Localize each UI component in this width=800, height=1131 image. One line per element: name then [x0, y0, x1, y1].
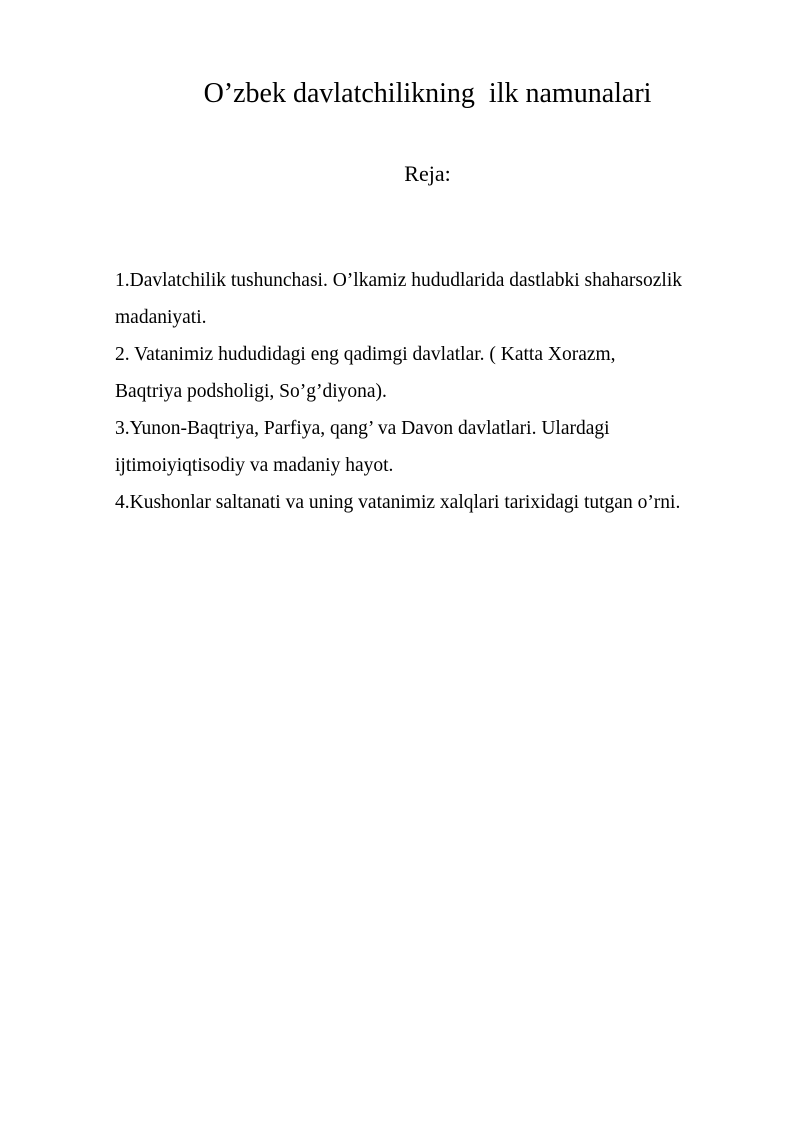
plan-list	[115, 262, 755, 521]
plan-line: 3.Yunon-Baqtriya, Parfiya, qang’ va Davon davlatlari. Ulardagi	[115, 418, 610, 439]
plan-line: madaniyati.	[115, 307, 207, 328]
plan-heading: Reja:	[404, 161, 451, 186]
plan-line: Baqtriya podsholigi, So’g’diyona).	[115, 381, 387, 402]
plan-line: 1.Davlatchilik tushunchasi. O’lkamiz hududlarida dastlabki shaharsozlik	[115, 270, 682, 291]
plan-line: 4.Kushonlar saltanati va uning vatanimiz xalqlari tarixidagi tutgan o’rni.	[115, 492, 681, 513]
document-title: O’zbek davlatchilikning ilk namunalari	[203, 78, 652, 109]
plan-line: ijtimoiyiqtisodiy va madaniy hayot.	[115, 455, 394, 476]
plan-line: 2. Vatanimiz hududidagi eng qadimgi davlatlar. ( Katta Xorazm,	[115, 344, 616, 365]
